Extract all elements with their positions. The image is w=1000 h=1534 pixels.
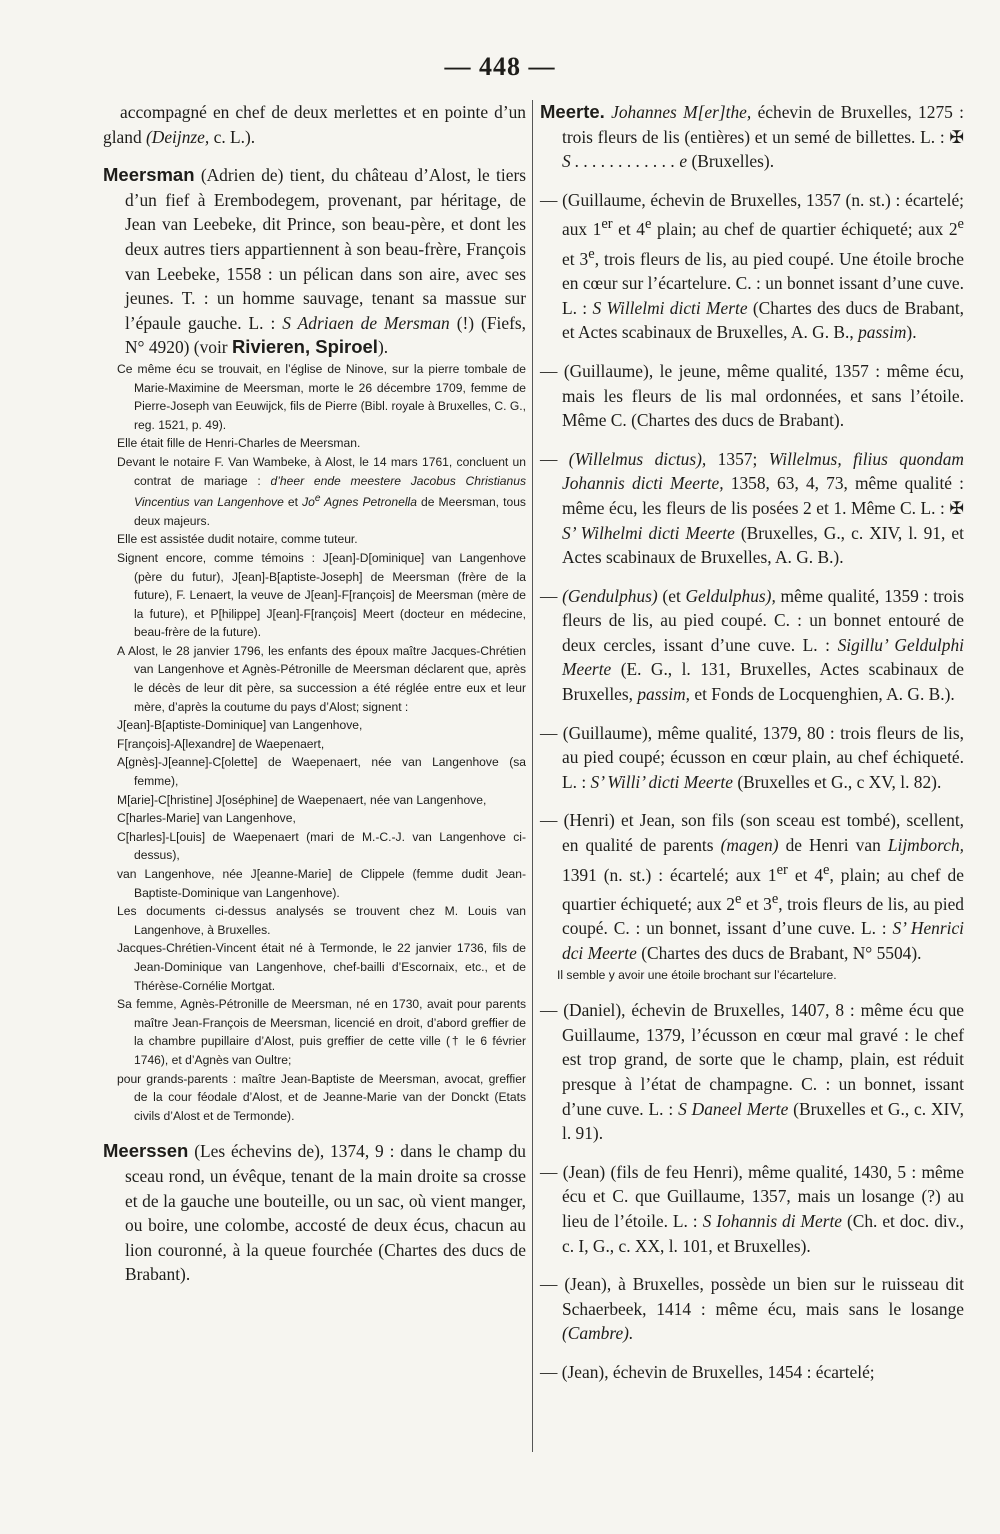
- left-paragraph: Meersman (Adrien de) tient, du château d’Alost, le tiers d’un fief à Erembodegem, provenant, par héritage, de Jean van Leebeke, dit Prince, son beau-père, et dont les deux autres tiers appartiennent à son beau-frère, François van Leebeke, 1558 : un pélican dans son aire, avec ses jeunes. T. : un homme sauvage, tenant sa massue sur l’épaule gauche. L. : S Adriaen de Mersman (!) (Fiefs, N° 4920) (voir Rivieren, Spiroel).: [103, 164, 526, 358]
- page-number: — 448 —: [444, 52, 556, 81]
- left-paragraph: Sa femme, Agnès-Pétronille de Meersman, né en 1730, avait pour parents maître Jean-François de Meersman, licencié en droit, d’abord greffier de la chambre pupillaire d’Alost, puis greffier de cette ville († le 6 février 1746), et d’Agnès van Oultre;: [117, 997, 526, 1067]
- left-paragraph: pour grands-parents : maître Jean-Baptiste de Meersman, avocat, greffier de la cour féodale d’Alost, et de Jeanne-Marie van der Donckt (Etats civils d’Alost et de Termonde).: [117, 1071, 526, 1123]
- left-paragraph: van Langenhove, née J[eanne-Marie] de Clippele (femme dudit Jean-Baptiste-Dominique van Langenhove).: [117, 867, 526, 900]
- right-paragraph: — (Henri) et Jean, son fils (son sceau est tombé), scellent, en qualité de parents (magen) de Henri van Lijmborch, 1391 (n. st.) : écartelé; aux 1er et 4e, plain; au chef de quartier échiqueté; aux 2e et 3e, trois fleurs de lis, au pied coupé. C. : un bonnet, issant d’une cuve. L. : S’ Henrici dci Meerte (Chartes des ducs de Brabant, N° 5504).: [540, 810, 965, 963]
- right-paragraph: — (Gendulphus) (et Geldulphus), même qualité, 1359 : trois fleurs de lis, au pied coupé. C. : un bonnet entouré de deux cercles, issant d’une cuve. L. : Sigillu’ Geldulphi Meerte (E. G., l. 131, Bruxelles, Actes scabinaux de Bruxelles, passim, et Fonds de Locquenghien, A. G. B.).: [540, 585, 964, 705]
- left-column: [103, 100, 526, 1287]
- left-paragraph: Elle était fille de Henri-Charles de Meersman.: [117, 436, 361, 451]
- right-paragraph: — (Jean) (fils de feu Henri), même qualité, 1430, 5 : même écu et C. que Guillaume, 1357, mais un losange (?) au lieu de l’étoile. L. : S Iohannis di Merte (Ch. et doc. div., c. I, G., c. XX, l. 101, et Bruxelles).: [540, 1161, 965, 1256]
- right-paragraph: — (Guillaume, échevin de Bruxelles, 1357 (n. st.) : écartelé; aux 1er et 4e plain; au chef de quartier échiqueté; aux 2e et 3e, trois fleurs de lis, au pied coupé. Une étoile broche en cœur sur l’écartelure. C. : un bonnet issant d’une cuve. L. : S Willelmi dicti Merte (Chartes des ducs de Brabant, et Actes scabinaux de Bruxelles, A. G. B., passim).: [540, 189, 965, 343]
- right-paragraph: — (Guillaume), le jeune, même qualité, 1357 : même écu, mais les fleurs de lis mal ordonnées, et sans l’étoile. Même C. (Chartes des ducs de Brabant).: [540, 360, 964, 431]
- left-paragraph: Meerssen (Les échevins de), 1374, 9 : dans le champ du sceau rond, un évêque, tenant de la main droite sa crosse et de la gauche une bouteille, ou un sac, où vient manger, ou boire, une colombe, accosté de deux écus, chacun au lion couronné, à la queue fourchée (Chartes des ducs de Brabant).: [103, 1140, 526, 1285]
- left-paragraph: C[harles]-L[ouis] de Waepenaert (mari de M.-C.-J. van Langenhove ci-dessus),: [117, 829, 526, 863]
- left-paragraph: Elle est assistée dudit notaire, comme tuteur.: [117, 532, 358, 547]
- left-paragraph: M[arie]-C[hristine] J[oséphine] de Waepenaert, née van Langenhove,: [117, 792, 487, 807]
- left-paragraph: A Alost, le 28 janvier 1796, les enfants des époux maître Jacques-Chrétien van Langenhove et Agnès-Pétronille de Meersman déclarent que, après le décès de leur dit père, sa succession a été réglée entre eux et leur mère, d’après la coutume du pays d’Alost; signent :: [117, 643, 526, 714]
- left-paragraph: Jacques-Chrétien-Vincent était né à Termonde, le 22 janvier 1736, fils de Jean-Dominique van Langenhove, chef-bailli d’Escornaix, etc., et de Thérèse-Cornélie Mortgat.: [117, 941, 526, 993]
- right-paragraph: — (Jean), à Bruxelles, possède un bien sur le ruisseau dit Schaerbeek, 1414 : même écu, mais sans le losange (Cambre).: [540, 1274, 964, 1344]
- right-paragraph: — (Daniel), échevin de Bruxelles, 1407, 8 : même écu que Guillaume, 1379, l’écusson en cœur mal gravé : le chef est trop grand, de sorte que le champ, plain, est réduit presque à l’état de champagne. C. : un bonnet, issant d’une cuve. L. : S Daneel Merte (Bruxelles et G., c. XIV, l. 91).: [540, 1000, 965, 1144]
- left-paragraph: A[gnès]-J[eanne]-C[olette] de Waepenaert, née van Langenhove (sa femme),: [117, 755, 526, 789]
- left-paragraph: Ce même écu se trouvait, en l’église de Ninove, sur la pierre tombale de Marie-Maximine de Meersman, morte le 26 décembre 1709, femme de Pierre-Joseph van Eeuwijck, fils de Pierre (Bibl. royale à Bruxelles, C. G., reg. 1521, p. 49).: [117, 361, 526, 432]
- right-paragraph: Meerte. Johannes M[er]the, échevin de Bruxelles, 1275 : trois fleurs de lis (entières) et un semé de billettes. L. : ✠ S . . . . . . . . . . . . e (Bruxelles).: [540, 101, 964, 172]
- left-paragraph: accompagné en chef de deux merlettes et en pointe d’un gland (Deijnze, c. L.).: [103, 102, 526, 147]
- column-divider: [532, 100, 533, 1452]
- left-paragraph: J[ean]-B[aptiste-Dominique] van Langenhove,: [117, 718, 363, 733]
- right-paragraph: Il semble y avoir une étoile brochant sur l’écartelure.: [557, 967, 837, 982]
- left-paragraph: F[rançois]-A[lexandre] de Waepenaert,: [117, 736, 325, 751]
- right-column: [540, 100, 964, 1385]
- left-paragraph: C[harles-Marie] van Langenhove,: [117, 811, 296, 826]
- left-paragraph: Signent encore, comme témoins : J[ean]-D[ominique] van Langenhove (père du futur), J[ean]-B[aptiste-Joseph] de Meersman (frère de la future), F. Lenaert, la veuve de J[ean]-F[rançois] de Meersman (mère de la future), et P[hilippe] J[ean]-F[rançois] Meert (docteur en médecine, beau-frère de la future).: [117, 550, 526, 640]
- right-paragraph: — (Guillaume), même qualité, 1379, 80 : trois fleurs de lis, au pied coupé; écusson en cœur plain, au chef échiqueté. L. : S’ Willi’ dicti Meerte (Bruxelles et G., c XV, l. 82).: [540, 722, 964, 792]
- right-paragraph: — (Willelmus dictus), 1357; Willelmus, filius quondam Johannis dicti Meerte, 1358, 63, 4, 73, même qualité : même écu, les fleurs de lis posées 2 et 1. Même C. L. : ✠ S’ Wilhelmi dicti Meerte (Bruxelles, G., c. XIV, l. 91, et Actes scabinaux de Bruxelles, A. G. B.).: [540, 448, 964, 568]
- right-paragraph: — (Jean), échevin de Bruxelles, 1454 : écartelé;: [540, 1361, 875, 1382]
- left-paragraph: Devant le notaire F. Van Wambeke, à Alost, le 14 mars 1761, concluent un contrat de mariage : d’heer ende meestere Jacobus Christianus Vincentius van Langenhove et Jo$^e$ Agnes Petronella de Meersman, tous deux majeurs.: [117, 454, 526, 528]
- left-paragraph: Les documents ci-dessus analysés se trouvent chez M. Louis van Langenhove, à Bruxelles.: [117, 904, 526, 937]
